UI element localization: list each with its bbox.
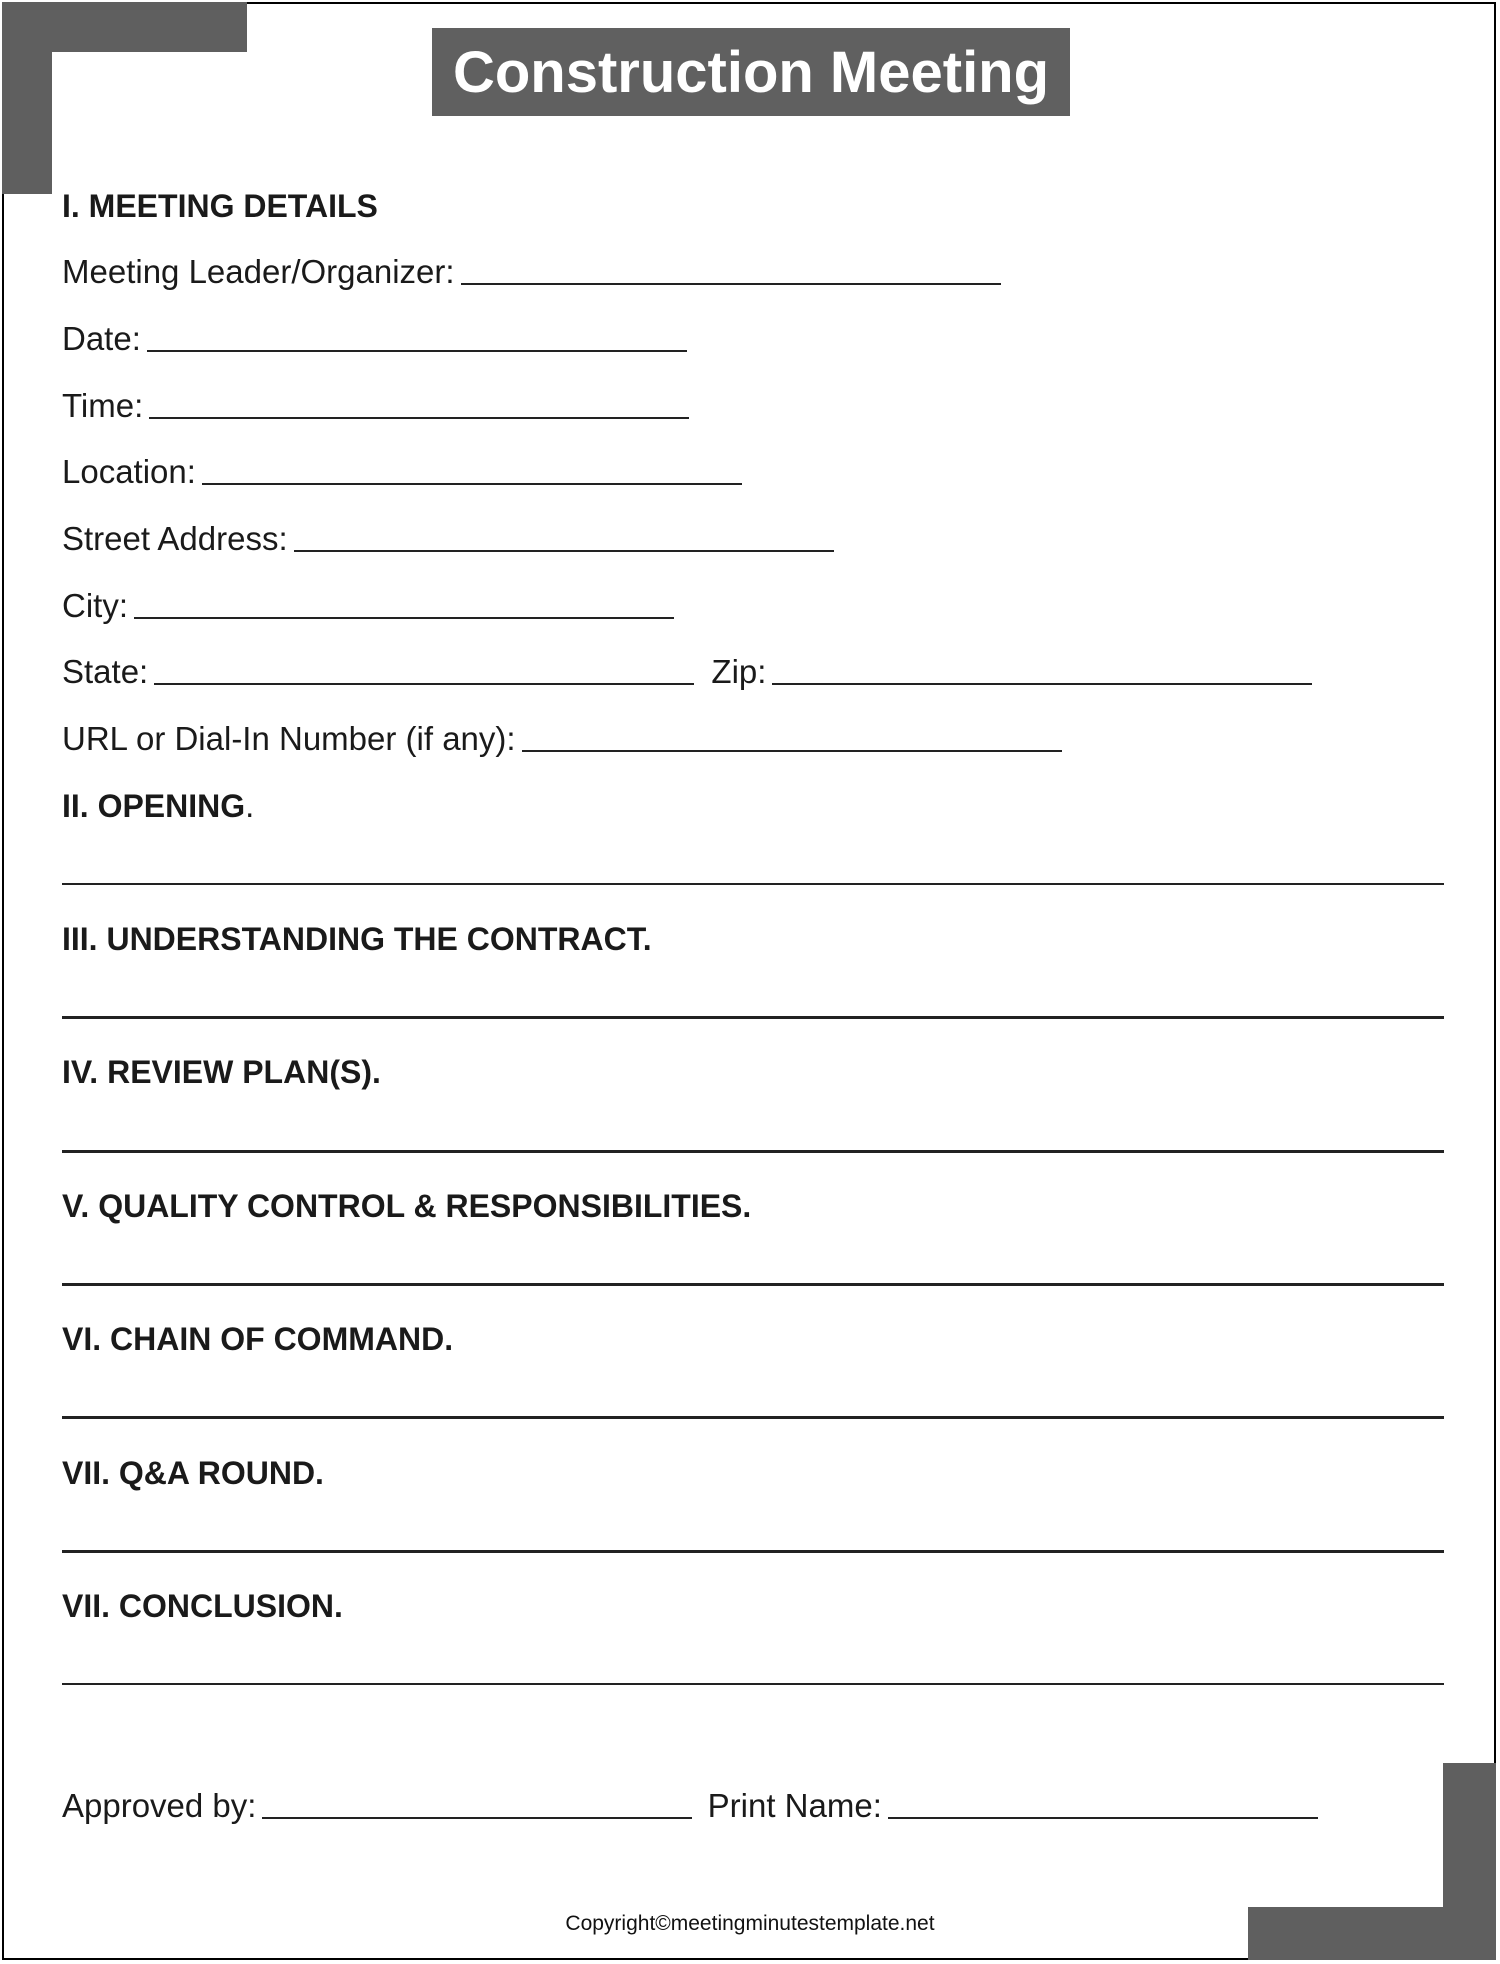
section-heading-opening-row xyxy=(62,786,254,826)
field-row-location xyxy=(62,452,742,492)
field-row-street-address xyxy=(62,519,834,559)
field-blank-time[interactable] xyxy=(149,415,689,419)
field-row-city xyxy=(62,586,674,626)
field-blank-leader[interactable] xyxy=(461,281,1001,285)
corner-decoration-top-left-vertical xyxy=(2,2,52,194)
document-title-text: Construction Meeting xyxy=(452,39,1050,105)
field-blank-zip[interactable] xyxy=(772,681,1312,685)
field-label-leader: Meeting Leader/Organizer: xyxy=(62,253,455,290)
section-heading-meeting-details: I. MEETING DETAILS xyxy=(62,188,378,224)
field-blank-street-address[interactable] xyxy=(294,548,834,552)
section-heading-opening: II. OPENING xyxy=(62,788,246,824)
answer-line-qa-round[interactable] xyxy=(62,1550,1444,1553)
field-label-location: Location: xyxy=(62,453,196,490)
field-label-state: State: xyxy=(62,653,149,690)
field-blank-city[interactable] xyxy=(134,615,674,619)
field-label-street-address: Street Address: xyxy=(62,520,288,557)
section-heading-review-plans: IV. REVIEW PLAN(S). xyxy=(62,1054,381,1090)
field-label-print-name: Print Name: xyxy=(707,1787,882,1824)
field-label-city: City: xyxy=(62,587,128,624)
section-heading-opening-period: . xyxy=(245,787,255,824)
answer-line-quality-control[interactable] xyxy=(62,1283,1444,1286)
field-label-time: Time: xyxy=(62,387,144,424)
section-heading-contract: III. UNDERSTANDING THE CONTRACT. xyxy=(62,921,652,957)
answer-line-opening[interactable] xyxy=(62,883,1444,885)
field-blank-location[interactable] xyxy=(202,481,742,485)
answer-line-review-plans[interactable] xyxy=(62,1150,1444,1153)
field-label-approved-by: Approved by: xyxy=(62,1787,257,1824)
page-border xyxy=(2,2,1496,1960)
field-blank-url[interactable] xyxy=(522,748,1062,752)
field-label-url: URL or Dial-In Number (if any): xyxy=(62,720,516,757)
document-title xyxy=(432,28,1070,116)
field-label-date: Date: xyxy=(62,320,141,357)
field-row-state-zip xyxy=(62,652,1312,692)
section-heading-conclusion: VII. CONCLUSION. xyxy=(62,1588,343,1624)
field-row-time xyxy=(62,386,689,426)
section-heading-quality-control: V. QUALITY CONTROL & RESPONSIBILITIES. xyxy=(62,1188,752,1224)
answer-line-conclusion[interactable] xyxy=(62,1683,1444,1685)
field-blank-date[interactable] xyxy=(147,348,687,352)
signoff-row xyxy=(62,1786,1318,1826)
field-row-url xyxy=(62,719,1062,759)
copyright-footer: Copyright©meetingminutestemplate.net xyxy=(565,1912,935,1935)
section-heading-chain-of-command: VI. CHAIN OF COMMAND. xyxy=(62,1321,454,1357)
field-label-zip: Zip: xyxy=(711,653,767,690)
field-blank-state[interactable] xyxy=(154,681,694,685)
section-heading-qa-round: VII. Q&A ROUND. xyxy=(62,1455,324,1491)
answer-line-contract[interactable] xyxy=(62,1016,1444,1019)
field-blank-print-name[interactable] xyxy=(888,1815,1318,1819)
field-row-leader xyxy=(62,252,1001,292)
answer-line-chain-of-command[interactable] xyxy=(62,1416,1444,1419)
field-row-date xyxy=(62,319,687,359)
field-blank-approved-by[interactable] xyxy=(262,1815,692,1819)
